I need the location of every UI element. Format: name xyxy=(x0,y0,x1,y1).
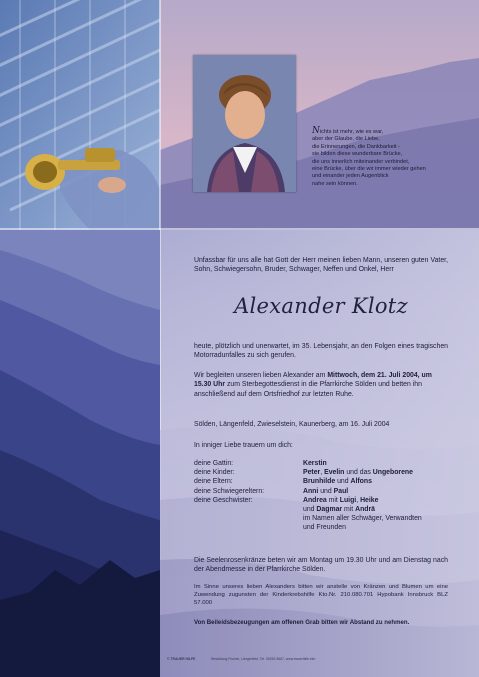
relatives-row-parents xyxy=(194,477,454,486)
footer xyxy=(167,657,467,661)
others-line-2: und Freunden xyxy=(303,524,346,532)
relatives-row-siblings-2 xyxy=(194,505,454,514)
sibling-1: Andrea xyxy=(303,496,327,504)
child-3: Ungeborene xyxy=(372,469,413,477)
service-text-1: Wir begleiten unseren lieben Alexander am xyxy=(194,372,328,379)
poem-line-6: eine Brücke, über die wir immer wieder gehen xyxy=(312,166,426,173)
relatives-row-children xyxy=(194,468,454,477)
child-1: Peter xyxy=(303,469,321,477)
parent-1: Brunhilde xyxy=(303,478,336,486)
sibling-3-partner: Andrä xyxy=(355,505,376,513)
inlaw-1: Anni xyxy=(303,487,319,495)
wife-name: Kerstin xyxy=(303,460,327,467)
poem-line-3: die Erinnerungen, die Dankbarkeit - xyxy=(312,143,400,150)
siblings-separator-4: mit xyxy=(342,505,356,513)
siblings-separator-1: mit xyxy=(326,496,340,504)
intro-text: Unfassbar für uns alle hat Gott der Herr meinen lieben Mann, unseren guten Vater, Sohn, Schwiegersohn, Bruder, Schwager, Neffen und Onkel, Herr xyxy=(194,257,448,274)
siblings-separator-3: und xyxy=(303,505,317,513)
funeral-service-text xyxy=(194,371,448,399)
poem-line-5: die uns innerlich miteinander verbindet, xyxy=(312,158,410,165)
poem-line-7: und einander jeden Augenblick xyxy=(312,173,389,180)
children-label: deine Kinder: xyxy=(194,469,235,477)
poem-line-8: nahe sein können. xyxy=(312,180,358,187)
poem-line-4: sie bilden diese wunderbare Brücke, xyxy=(312,151,403,158)
wife-label: deine Gattin: xyxy=(194,460,234,467)
service-date: Mittwoch, dem 21. Juli 2004, um 15.30 Uhr xyxy=(194,372,432,389)
relatives-row-inlaws xyxy=(194,487,454,496)
relatives-list xyxy=(194,459,454,533)
relatives-row-wife xyxy=(194,459,454,468)
relatives-row-siblings xyxy=(194,496,454,505)
siblings-separator-2: , xyxy=(356,496,361,504)
footer-brand: © TRAUER HILFE xyxy=(167,657,196,661)
siblings-label: deine Geschwister: xyxy=(194,496,253,504)
poem-line-1: Nichts ist mehr, wie es war, xyxy=(312,126,384,136)
parent-2: Alfons xyxy=(350,478,372,486)
death-notice-text: heute, plötzlich und unerwartet, im 35. Lebensjahr, an den Folgen eines tragischen Motorradunfalles zu sich gerufen. xyxy=(194,343,448,360)
sibling-2: Heike xyxy=(360,496,379,504)
sibling-1-partner: Luigi xyxy=(339,496,357,504)
poem xyxy=(312,128,472,188)
inlaws-separator: und xyxy=(318,487,334,495)
others-line-1: im Namen aller Schwäger, Verwandten xyxy=(303,515,422,523)
service-text-2: zum Sterbegottesdienst in die Pfarrkirche Sölden und betten ihn anschließend auf dem Ortsfriedhof zur letzten Ruhe. xyxy=(194,381,422,398)
relatives-row-others-2 xyxy=(194,523,454,532)
portrait-photo xyxy=(193,55,296,192)
poem-line-2: aber der Glaube, die Liebe, xyxy=(312,136,380,143)
inlaws-label: deine Schwiegereltern: xyxy=(194,487,265,495)
closing-note: Von Beileidsbezeugungen am offenen Grab bitten wir Abstand zu nehmen. xyxy=(194,619,410,626)
rosary-text: Die Seelenrosenkränze beten wir am Montag um 19.30 Uhr und am Dienstag nach der Abendmesse in der Pfarrkirche Sölden. xyxy=(194,557,448,574)
parents-label: deine Eltern: xyxy=(194,478,233,486)
deceased-name: Alexander Klotz xyxy=(234,294,408,318)
children-separator-2: und das xyxy=(344,469,373,477)
relatives-row-others-1 xyxy=(194,514,454,523)
poem-line-1-rest: ichts ist mehr, wie es war, xyxy=(319,129,384,135)
mourners-heading: In inniger Liebe trauern um dich: xyxy=(194,442,293,449)
sibling-3: Dagmar xyxy=(316,505,343,513)
place-date: Sölden, Längenfeld, Zwieselstein, Kaunerberg, am 16. Juli 2004 xyxy=(194,421,390,428)
footer-text: Bestattung Fischer, Längenfeld, Tel. 05253 5667, www.trauerhilfe.info xyxy=(211,657,316,661)
inlaw-2: Paul xyxy=(333,487,349,495)
parents-separator: und xyxy=(335,478,351,486)
child-2: Evelin xyxy=(324,469,345,477)
children-separator-1: , xyxy=(320,469,325,477)
donation-text: Im Sinne unseres lieben Alexanders bitten wir anstelle von Kränzen und Blumen um eine Zuwendung zugunsten der Kinderkrebshilfe Kto.Nr. 210.080.701 Hypobank Innsbruck BLZ 57.000 xyxy=(194,584,448,606)
